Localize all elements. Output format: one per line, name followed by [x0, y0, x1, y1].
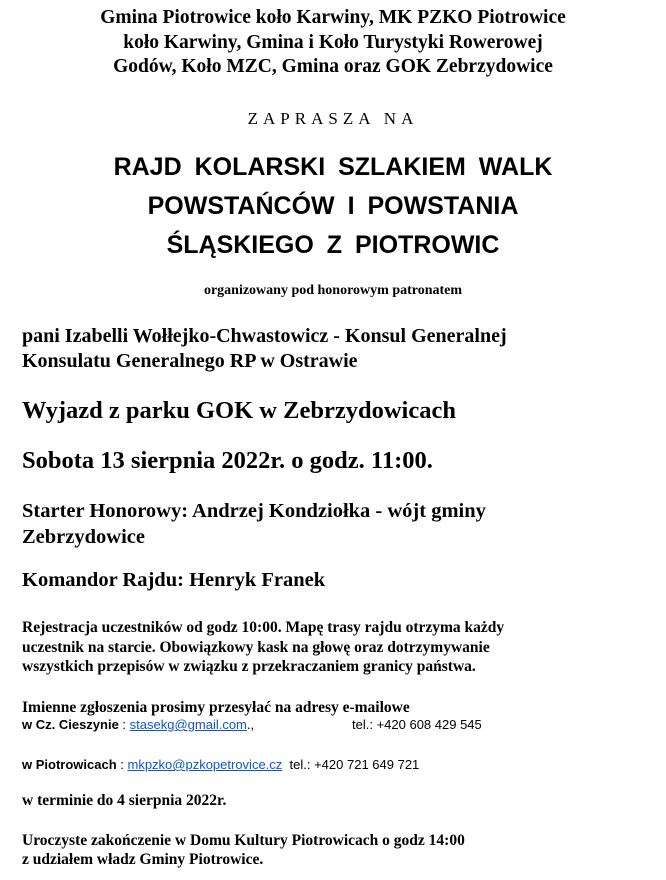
- title-line: ŚLĄSKIEGO Z PIOTROWIC: [166, 231, 500, 259]
- starter-line: Zebrzydowice: [22, 526, 145, 548]
- organizers-line: Gmina Piotrowice koło Karwiny, MK PZKO Piotrowice: [100, 7, 566, 28]
- applications-text: Imienne zgłoszenia prosimy przesyłać na adresy e-mailowe: [22, 699, 410, 716]
- consul-patron: [22, 324, 652, 374]
- title-line: RAJD KOLARSKI SZLAKIEM WALK: [113, 153, 553, 181]
- registration-info: [22, 618, 652, 677]
- closing-line: z udziałem władz Gminy Piotrowice.: [22, 851, 264, 868]
- closing-line: Uroczyste zakończenie w Domu Kultury Piotrowicach o godz 14:00: [22, 832, 465, 849]
- registration-line: uczestnik na starcie. Obowiązkowy kask na głowę oraz dotrzymywanie: [22, 638, 490, 656]
- invite-text: ZAPRASZA NA: [247, 109, 419, 128]
- contact-pl-row: [22, 757, 419, 772]
- event-title: [20, 148, 646, 265]
- email-link-pl[interactable]: mkpzko@pzkopetrovice.cz: [127, 757, 283, 772]
- organizers-heading: [20, 6, 646, 80]
- deadline-text: w terminie do 4 sierpnia 2022r.: [22, 792, 227, 809]
- phone-cz: tel.: +420 608 429 545: [352, 717, 482, 732]
- rally-commander: Komandor Rajdu: Henryk Franek: [22, 569, 326, 591]
- honorary-starter: [22, 498, 652, 550]
- title-line: POWSTAŃCÓW I POWSTANIA: [147, 192, 519, 220]
- closing-info: [22, 831, 652, 869]
- organizers-line: koło Karwiny, Gmina i Koło Turystyki Rowerowej: [123, 31, 543, 53]
- contact-cz-row: [22, 717, 482, 732]
- contact-separator: :: [116, 757, 128, 772]
- departure-text: Wyjazd z parku GOK w Zebrzydowicach: [22, 397, 456, 424]
- consul-line: Konsulatu Generalnego RP w Ostrawie: [22, 350, 358, 372]
- contact-separator: :: [118, 717, 130, 732]
- date-text: Sobota 13 sierpnia 2022r. o godz. 11:00.: [22, 447, 433, 474]
- contact-place: w Cz. Cieszynie: [22, 717, 119, 732]
- organizers-line: Godów, Koło MZC, Gmina oraz GOK Zebrzydowice: [113, 56, 553, 77]
- email-link-cz[interactable]: stasekg@gmail.com: [129, 717, 247, 732]
- email-suffix: .,: [246, 717, 255, 732]
- contact-place: w Piotrowicach: [22, 757, 117, 772]
- patronage-text: organizowany pod honorowym patronatem: [203, 283, 463, 298]
- consul-line: pani Izabelli Wołłejko-Chwastowicz - Konsul Generalnej: [22, 325, 507, 347]
- registration-line: wszystkich przepisów w związku z przekraczaniem granicy państwa.: [22, 658, 476, 675]
- phone-pl: tel.: +420 721 649 721: [282, 757, 420, 772]
- starter-line: Starter Honorowy: Andrzej Kondziołka - wójt gminy: [22, 500, 486, 522]
- registration-line: Rejestracja uczestników od godz 10:00. Mapę trasy rajdu otrzyma każdy: [22, 619, 505, 636]
